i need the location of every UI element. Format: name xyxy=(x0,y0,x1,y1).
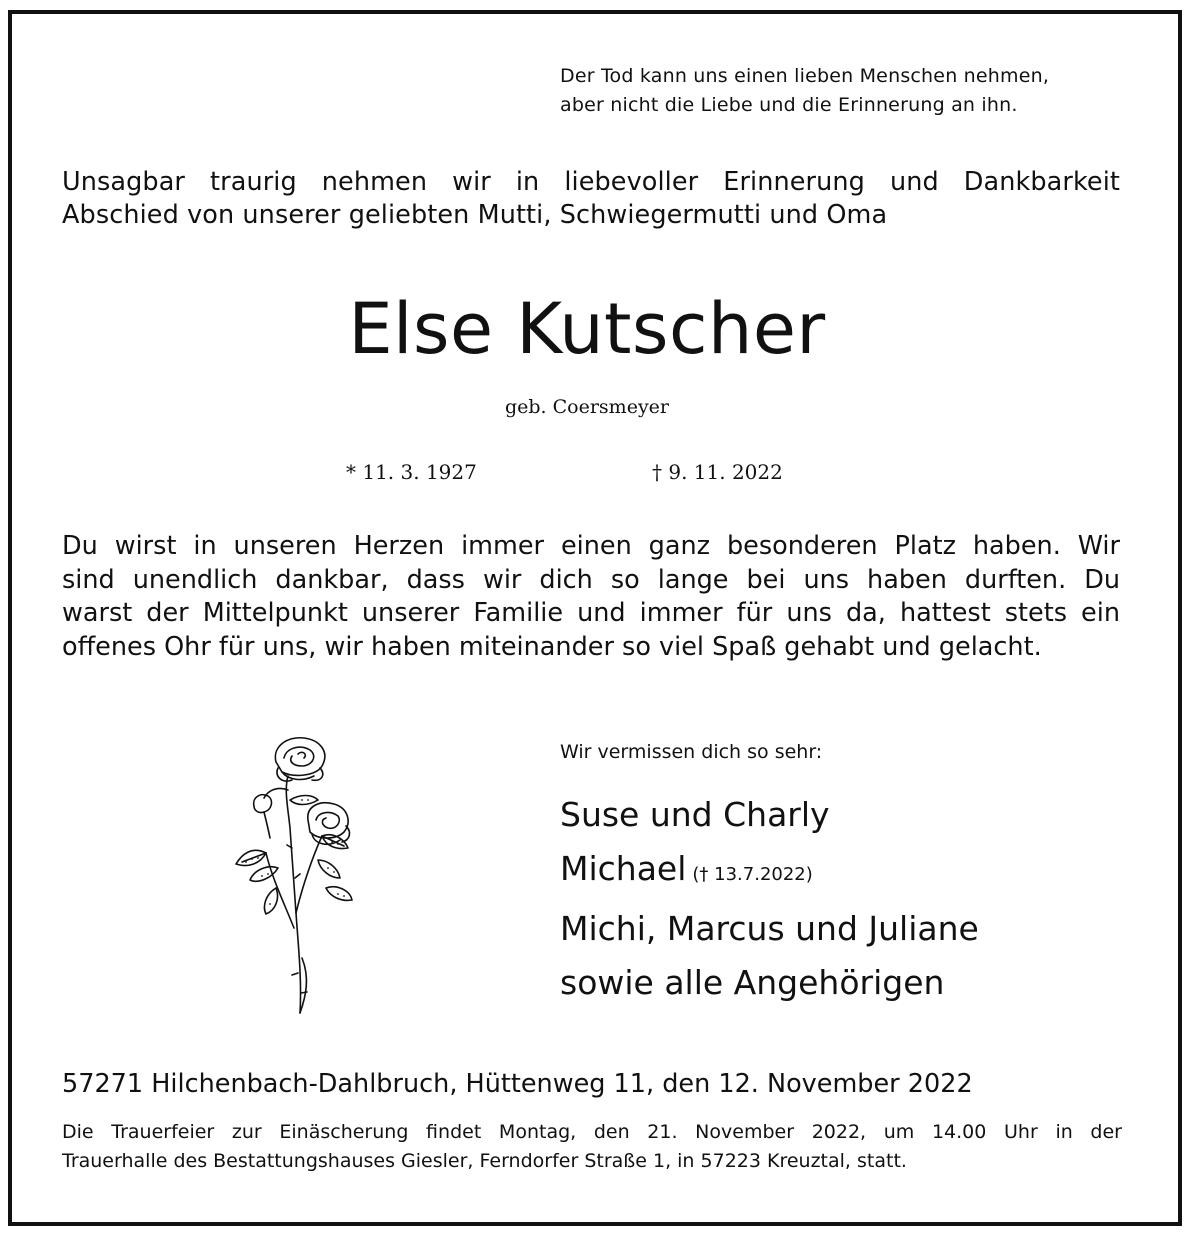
funeral-line-2: Trauerhalle des Bestattungshauses Giesler, Ferndorfer Straße 1, in 57223 Kreuztal, statt. xyxy=(62,1150,907,1172)
funeral-line-1: Die Trauerfeier zur Einäscherung findet Montag, den 21. November 2022, um 14.00 Uhr in der xyxy=(62,1121,1122,1143)
mourner-name: Michi, Marcus und Juliane xyxy=(560,909,979,948)
intro-line-1: Unsagbar traurig nehmen wir in liebevoller Erinnerung und Dankbarkeit xyxy=(62,167,1120,197)
death-date: † 9. 11. 2022 xyxy=(652,460,783,484)
mourners-heading: Wir vermissen dich so sehr: xyxy=(560,741,823,763)
rose-illustration-icon xyxy=(222,728,372,1018)
mourner-entry xyxy=(560,788,979,842)
tribute-line-2: sind unendlich dankbar, dass wir dich so lange bei uns haben durften. Du xyxy=(62,564,1120,595)
intro-line-2: Abschied von unserer geliebten Mutti, Schwiegermutti und Oma xyxy=(62,200,888,230)
mourner-name: sowie alle Angehörigen xyxy=(560,963,945,1002)
address-date-line: 57271 Hilchenbach-Dahlbruch, Hüttenweg 11, den 12. November 2022 xyxy=(62,1069,973,1099)
mourner-entry xyxy=(560,956,979,1010)
mourner-name: Michael xyxy=(560,849,687,888)
motto-line-2: aber nicht die Liebe und die Erinnerung an ihn. xyxy=(560,94,1018,116)
tribute-line-4: offenes Ohr für uns, wir haben miteinander so viel Spaß gehabt und gelacht. xyxy=(62,631,1042,662)
motto-line-1: Der Tod kann uns einen lieben Menschen nehmen, xyxy=(560,65,1050,87)
tribute-text xyxy=(62,530,1120,664)
mourner-note: († 13.7.2022) xyxy=(692,864,813,885)
mourners-list xyxy=(560,788,979,1010)
mourner-name: Suse und Charly xyxy=(560,795,830,834)
tribute-line-1: Du wirst in unseren Herzen immer einen ganz besonderen Platz haben. Wir xyxy=(62,531,1120,561)
deceased-name: Else Kutscher xyxy=(348,288,826,370)
birth-date: * 11. 3. 1927 xyxy=(346,460,477,484)
maiden-name: geb. Coersmeyer xyxy=(504,396,670,418)
mourner-entry xyxy=(560,842,979,902)
tribute-line-3: warst der Mittelpunkt unserer Familie und immer für uns da, hattest stets ein xyxy=(62,598,1120,628)
funeral-notice xyxy=(62,1118,1122,1176)
motto-quote xyxy=(560,62,1049,120)
mourner-entry xyxy=(560,902,979,956)
intro-text xyxy=(62,166,1120,232)
